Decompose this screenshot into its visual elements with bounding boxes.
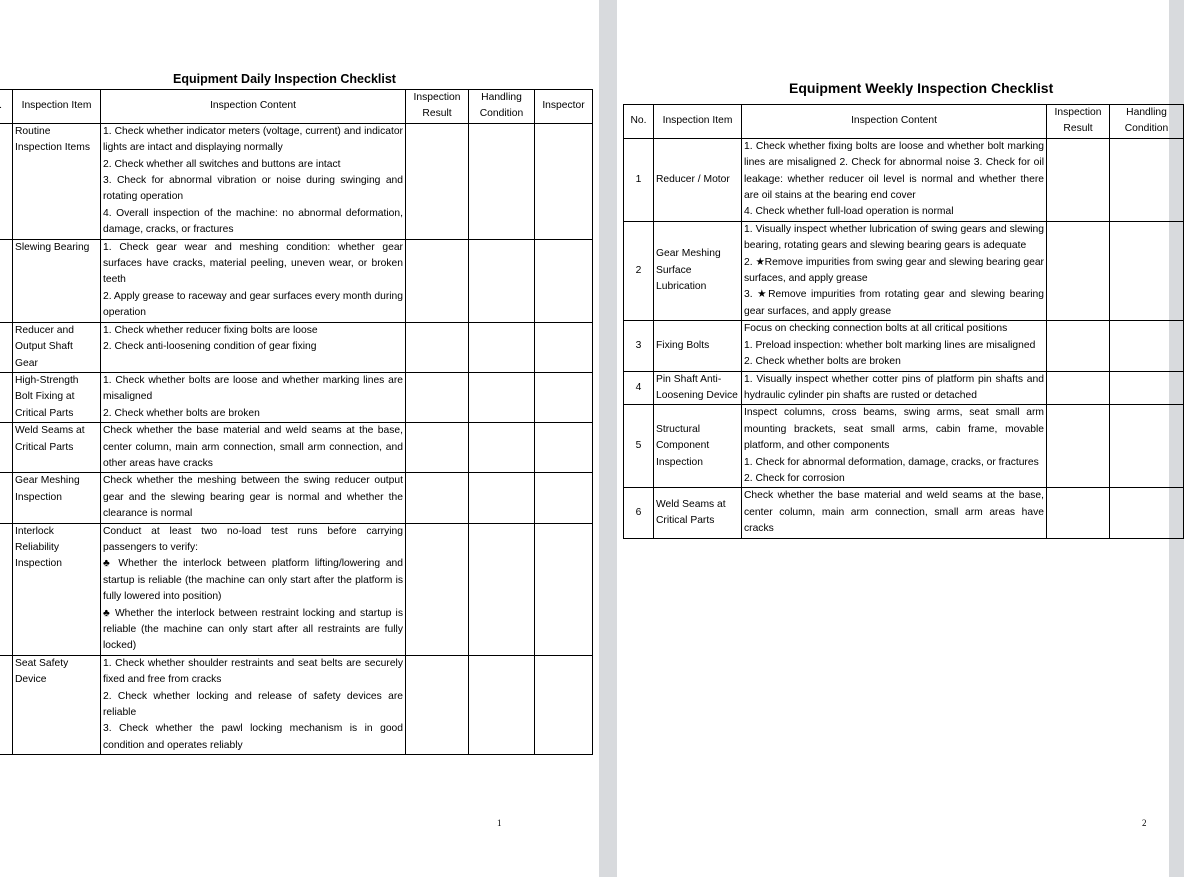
col-result: Inspection Result [406, 90, 469, 124]
content-line: ♣ Whether the interlock between platform lifting/lowering and startup is reliable (the machine can only start after the platform is fully lowered into position) [103, 558, 403, 603]
inspection-result-cell [406, 473, 469, 523]
header-row [624, 105, 1184, 139]
handling-condition-cell [1110, 488, 1184, 538]
inspection-item: Routine Inspection Items [13, 123, 101, 239]
row-number: 6 [624, 488, 654, 538]
row-number [0, 322, 13, 372]
content-line: 2. Apply grease to raceway and gear surfaces every month during operation [103, 290, 403, 319]
inspection-result-cell [406, 123, 469, 239]
content-line: 1. Check whether shoulder restraints and seat belts are securely fixed and free from cracks [103, 657, 403, 686]
inspection-result-cell [1047, 488, 1110, 538]
inspection-item: Reducer and Output Shaft Gear [13, 322, 101, 372]
row-number: 2 [624, 221, 654, 320]
inspection-content [742, 488, 1047, 538]
handling-condition-cell [469, 239, 535, 322]
content-line: 2. Check whether all switches and buttons are intact [103, 158, 341, 170]
row-number [0, 372, 13, 422]
content-line: 2. Check for corrosion [744, 472, 845, 484]
row-number: 4 [624, 371, 654, 405]
page-number: 1 [497, 818, 502, 828]
inspection-content [101, 372, 406, 422]
col-handling: Handling Condition [1110, 105, 1184, 139]
content-line: 4. Overall inspection of the machine: no abnormal deformation, damage, cracks, or fractures [103, 207, 403, 236]
content-line: 1. Check whether bolts are loose and whether marking lines are misaligned [103, 374, 403, 403]
table-row [624, 221, 1184, 320]
handling-condition-cell [469, 655, 535, 754]
content-line: 2. ★Remove impurities from swing gear and slewing bearing gear surfaces, and apply grease [744, 256, 1044, 285]
content-line: 3. Check for abnormal vibration or noise during swinging and rotating operation [103, 175, 403, 203]
table-row [0, 523, 593, 655]
inspection-content [742, 138, 1047, 221]
row-number: 1 [624, 138, 654, 221]
content-line: 2. Check whether bolts are broken [103, 407, 260, 419]
weekly-title: Equipment Weekly Inspection Checklist [789, 80, 1054, 96]
table-row [0, 655, 593, 754]
handling-condition-cell [469, 423, 535, 473]
inspection-item: Slewing Bearing [13, 239, 101, 322]
handling-condition-cell [1110, 405, 1184, 488]
content-line: Check whether the base material and weld seams at the base, center column, main arm connection, small arm connection, and other areas have cracks [103, 425, 403, 469]
daily-title: Equipment Daily Inspection Checklist [173, 72, 396, 86]
inspection-item: Fixing Bolts [654, 321, 742, 371]
inspection-result-cell [406, 423, 469, 473]
inspection-result-cell [1047, 321, 1110, 371]
inspection-item: Weld Seams at Critical Parts [13, 423, 101, 473]
table-row [624, 321, 1184, 371]
col-inspector: Inspector [535, 90, 593, 124]
row-number [0, 123, 13, 239]
content-line: ♣ Whether the interlock between restraint locking and startup is reliable (the machine can only start after all restraints are fully locked) [103, 607, 403, 652]
inspector-cell [535, 372, 593, 422]
content-line: 1. Check whether fixing bolts are loose and whether bolt marking lines are misaligned 2. Check for abnormal noise 3. Check for oil leakage: whether reducer oil level is normal and whether there are oil stains at the bearing end cover [744, 140, 1044, 202]
col-no: No. [624, 105, 654, 139]
inspection-item: Weld Seams at Critical Parts [654, 488, 742, 538]
content-line: Conduct at least two no-load test runs before carrying passengers to verify: [103, 525, 403, 553]
inspector-cell [535, 473, 593, 523]
content-line: 1. Check whether indicator meters (voltage, current) and indicator lights are intact and displaying normally [103, 125, 403, 154]
table-row [0, 473, 593, 523]
inspection-content [742, 405, 1047, 488]
inspection-content [101, 523, 406, 655]
inspection-item: Gear Meshing Inspection [13, 473, 101, 523]
handling-condition-cell [1110, 221, 1184, 320]
col-content: Inspection Content [101, 90, 406, 124]
handling-condition-cell [1110, 321, 1184, 371]
inspector-cell [535, 322, 593, 372]
table-row [0, 372, 593, 422]
inspection-content [101, 239, 406, 322]
inspection-content [742, 321, 1047, 371]
handling-condition-cell [469, 473, 535, 523]
inspector-cell [535, 523, 593, 655]
inspector-cell [535, 655, 593, 754]
inspector-cell [535, 239, 593, 322]
content-line: 2. Check whether bolts are broken [744, 356, 901, 368]
inspector-cell [535, 423, 593, 473]
handling-condition-cell [1110, 138, 1184, 221]
table-row [624, 405, 1184, 488]
inspection-content [101, 322, 406, 372]
content-line: 2. Check whether locking and release of safety devices are reliable [103, 690, 403, 719]
inspection-item: Reducer / Motor [654, 138, 742, 221]
handling-condition-cell [1110, 371, 1184, 405]
inspection-result-cell [406, 523, 469, 655]
inspection-result-cell [1047, 138, 1110, 221]
inspection-content [101, 123, 406, 239]
row-number [0, 423, 13, 473]
inspector-cell [535, 123, 593, 239]
col-item: Inspection Item [654, 105, 742, 139]
col-content: Inspection Content [742, 105, 1047, 139]
inspection-result-cell [1047, 405, 1110, 488]
inspection-content [742, 221, 1047, 320]
col-no [0, 90, 13, 124]
content-line: 1. Check gear wear and meshing condition: whether gear surfaces have cracks, material peeling, uneven wear, or broken teeth [103, 241, 403, 286]
inspection-result-cell [1047, 371, 1110, 405]
inspection-result-cell [406, 322, 469, 372]
inspection-content [101, 655, 406, 754]
handling-condition-cell [469, 123, 535, 239]
page-weekly [617, 0, 1169, 877]
inspection-content [101, 423, 406, 473]
handling-condition-cell [469, 322, 535, 372]
handling-condition-cell [469, 372, 535, 422]
table-row [0, 123, 593, 239]
content-line: Check whether the meshing between the swing reducer output gear and the slewing bearing gear is normal and whether the clearance is normal [103, 475, 403, 520]
row-number: 5 [624, 405, 654, 488]
col-result: Inspection Result [1047, 105, 1110, 139]
content-line: 2. Check anti-loosening condition of gear fixing [103, 341, 317, 353]
col-handling: Handling Condition [469, 90, 535, 124]
table-row [624, 488, 1184, 538]
inspection-content [742, 371, 1047, 405]
table-row [0, 239, 593, 322]
inspection-item: Interlock Reliability Inspection [13, 523, 101, 655]
content-line: 1. Visually inspect whether lubrication of swing gears and slewing bearing, rotating gears and slewing bearing gears is adequate [744, 223, 1044, 252]
table-row [0, 322, 593, 372]
inspection-result-cell [406, 239, 469, 322]
daily-checklist-table [0, 89, 593, 755]
page-number: 2 [1142, 818, 1147, 828]
content-line: 1. Visually inspect whether cotter pins of platform pin shafts and hydraulic cylinder pin shafts are rusted or detached [744, 373, 1044, 401]
table-row [624, 371, 1184, 405]
inspection-result-cell [406, 655, 469, 754]
row-number [0, 655, 13, 754]
inspection-item: High-Strength Bolt Fixing at Critical Parts [13, 372, 101, 422]
col-item: Inspection Item [13, 90, 101, 124]
table-row [624, 138, 1184, 221]
inspection-item: Seat Safety Device [13, 655, 101, 754]
content-line: Inspect columns, cross beams, swing arms, seat small arm mounting brackets, seat small arms, cabin frame, movable platform, and other components [744, 407, 1044, 452]
inspection-result-cell [406, 372, 469, 422]
handling-condition-cell [469, 523, 535, 655]
row-number: 3 [624, 321, 654, 371]
row-number [0, 473, 13, 523]
row-number [0, 239, 13, 322]
content-line: 4. Check whether full-load operation is normal [744, 206, 954, 218]
content-line: 3. Check whether the pawl locking mechanism is in good condition and operates reliably [103, 723, 403, 751]
header-row [0, 90, 593, 124]
content-line: Check whether the base material and weld seams at the base, center column, main arm connection, small arm areas have cracks [744, 490, 1044, 535]
content-line: 1. Check whether reducer fixing bolts are loose [103, 324, 318, 336]
table-row [0, 423, 593, 473]
content-line: 1. Preload inspection: whether bolt marking lines are misaligned [744, 339, 1036, 351]
content-line: 3. ★Remove impurities from rotating gear and slewing bearing gear surfaces, and apply grease [744, 289, 1044, 317]
weekly-checklist-table [623, 104, 1184, 539]
row-number [0, 523, 13, 655]
inspection-item: Pin Shaft Anti-Loosening Device [654, 371, 742, 405]
content-line: Focus on checking connection bolts at all critical positions [744, 323, 1008, 335]
inspection-result-cell [1047, 221, 1110, 320]
content-line: 1. Check for abnormal deformation, damage, cracks, or fractures [744, 456, 1039, 468]
inspection-content [101, 473, 406, 523]
inspection-item: Gear Meshing Surface Lubrication [654, 221, 742, 320]
inspection-item: Structural Component Inspection [654, 405, 742, 488]
